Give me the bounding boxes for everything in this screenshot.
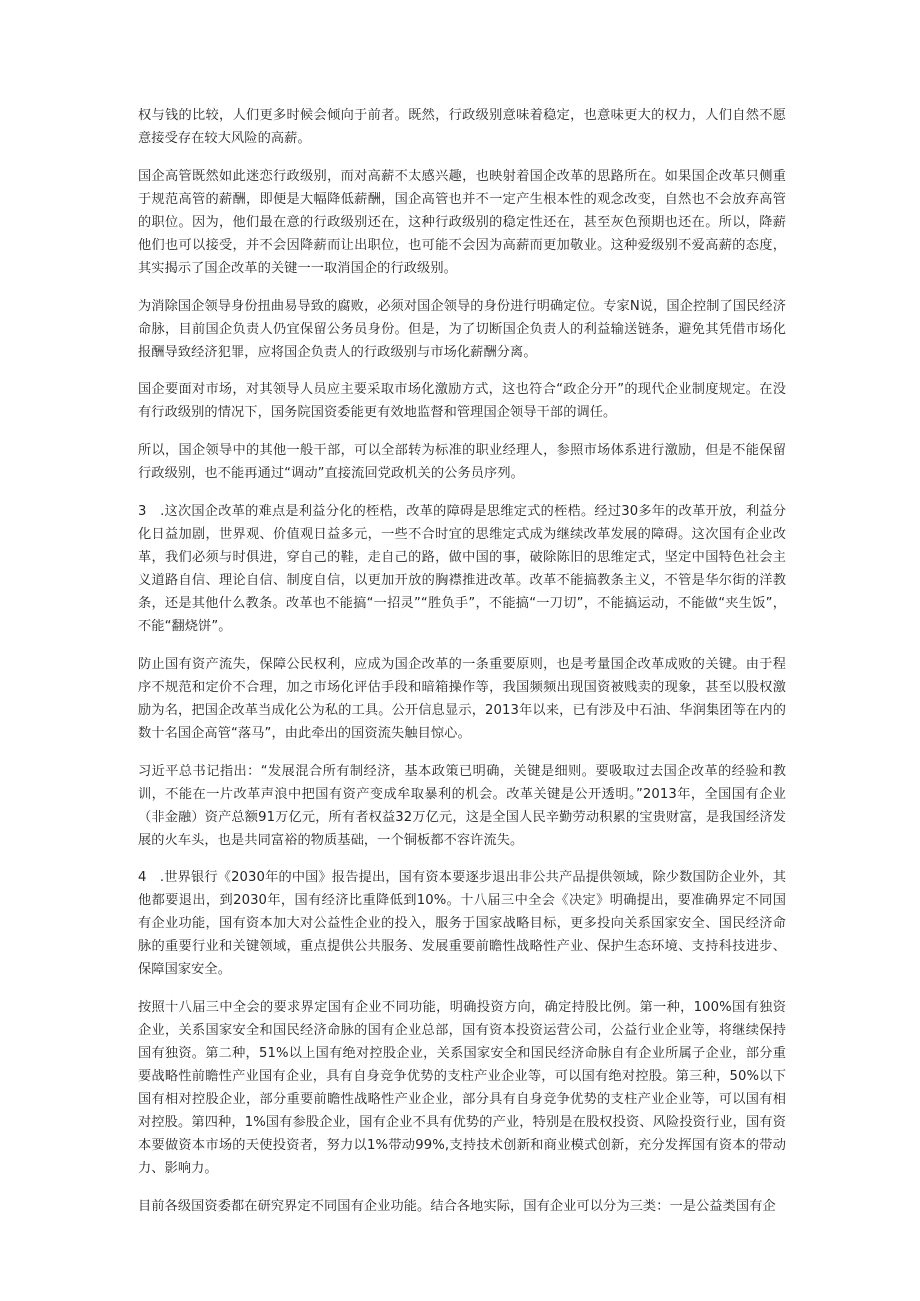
- paragraph-6: 3 .这次国企改革的难点是利益分化的桎梏，改革的障碍是思维定式的桎梏。经过30多年的改革开放，利益分化日益加剧，世界观、价值观日益多元，一些不合时宜的思维定式成为继续改革发展的障碍。这次国有企业改革，我们必须与时俱进，穿自己的鞋，走自己的路，做中国的事，破除陈旧的思维定式，坚定中国特色社会主义道路自信、理论自信、制度自信，以更加开放的胸襟推进改革。改革不能搞教条主义，不管是华尔街的洋教条，还是其他什么教条。改革也不能搞“一招灵”“胜负手”，不能搞“一刀切”，不能搞运动，不能做“夹生饭”，不能“翻烧饼”。: [138, 503, 786, 634]
- paragraph-8: 习近平总书记指出：“发展混合所有制经济，基本政策已明确，关键是细则。要吸取过去国企改革的经验和教训，不能在一片改革声浪中把国有资产变成牟取暴利的机会。改革关键是公开透明。”2013年，全国国有企业（非金融）资产总额91万亿元，所有者权益32万亿元，这是全国人民辛勤劳动积累的宝贵财富，是我国经济发展的火车头，也是共同富裕的物质基础，一个铜板都不容许流失。: [138, 763, 786, 848]
- paragraph-11: 目前各级国资委都在研究界定不同国有企业功能。结合各地实际，国有企业可以分为三类：一是公益类国有企: [138, 1198, 776, 1214]
- paragraph-9: 4 .世界银行《2030年的中国》报告提出，国有资本要逐步退出非公共产品提供领域，除少数国防企业外，其他都要退出，到2030年，国有经济比重降低到10%。十八届三中全会《决定》明确提出，要准确界定不同国有企业功能，国有资本加大对公益性企业的投入，服务于国家战略目标，更多投向关系国家安全、国民经济命脉的重要行业和关键领域，重点提供公共服务、发展重要前瞻性战略性产业、保护生态环境、支持科技进步、保障国家安全。: [138, 870, 786, 978]
- document-page: [138, 104, 786, 1233]
- paragraph-1: 权与钱的比较，人们更多时候会倾向于前者。既然，行政级别意味着稳定，也意味更大的权力，人们自然不愿意接受存在较大风险的高薪。: [138, 108, 786, 146]
- paragraph-2: 国企高管既然如此迷恋行政级别，而对高薪不太感兴趣，也映射着国企改革的思路所在。如果国企改革只侧重于规范高管的薪酬，即便是大幅降低薪酬，国企高管也并不一定产生根本性的观念改变，自然也不会放弃高管的职位。因为，他们最在意的行政级别还在，这种行政级别的稳定性还在，甚至灰色预期也还在。所以，降薪他们也可以接受，并不会因降薪而让出职位，也可能不会因为高薪而更加敬业。这种爱级别不爱高薪的态度，其实揭示了国企改革的关键一一取消国企的行政级别。: [138, 168, 786, 276]
- paragraph-5: 所以，国企领导中的其他一般干部，可以全部转为标准的职业经理人，参照市场体系进行激励，但是不能保留行政级别，也不能再通过“调动”直接流回党政机关的公务员序列。: [138, 443, 786, 482]
- paragraph-10: 按照十八届三中全会的要求界定国有企业不同功能，明确投资方向，确定持股比例。第一种，100%国有独资企业，关系国家安全和国民经济命脉的国有企业总部，国有资本投资运营公司，公益行业企业等，将继续保持国有独资。第二种，51%以上国有绝对控股企业，关系国家安全和国民经济命脉自有企业所属子企业，部分重要战略性前瞻性产业国有企业，具有自身竞争优势的支柱产业企业等，可以国有绝对控股。第三种，50%以下国有相对控股企业，部分重要前瞻性战略性产业企业，部分具有自身竞争优势的支柱产业企业等，可以国有相对控股。第四种，1%国有参股企业，国有企业不具有优势的产业，特别是在股权投资、风险投资行业，国有资本要做资本市场的天使投资者，努力以1%带动99%,支持技术创新和商业模式创新，充分发挥国有资本的带动力、影响力。: [138, 1000, 786, 1177]
- paragraph-7: 防止国有资产流失，保障公民权利，应成为国企改革的一条重要原则，也是考量国企改革成败的关键。由于程序不规范和定价不合理，加之市场化评估手段和暗箱操作等，我国频频出现国资被贱卖的现象，甚至以股权激励为名，把国企改革当成化公为私的工具。公开信息显示，2013年以来，已有涉及中石油、华润集团等在内的数十名国企高管“落马”，由此牵出的国资流失触目惊心。: [138, 656, 786, 741]
- paragraph-4: 国企要面对市场，对其领导人员应主要采取市场化激励方式，这也符合“政企分开”的现代企业制度规定。在没有行政级别的情况下，国务院国资委能更有效地监督和管理国企领导干部的调任。: [138, 382, 786, 421]
- paragraph-3: 为消除国企领导身份扭曲易导致的腐败，必须对国企领导的身份进行明确定位。专家N说，国企控制了国民经济命脉，目前国企负责人仍宜保留公务员身份。但是，为了切断国企负责人的利益输送链条，避免其凭借市场化报酬导致经济犯罪，应将国企负责人的行政级别与市场化薪酬分离。: [138, 298, 786, 360]
